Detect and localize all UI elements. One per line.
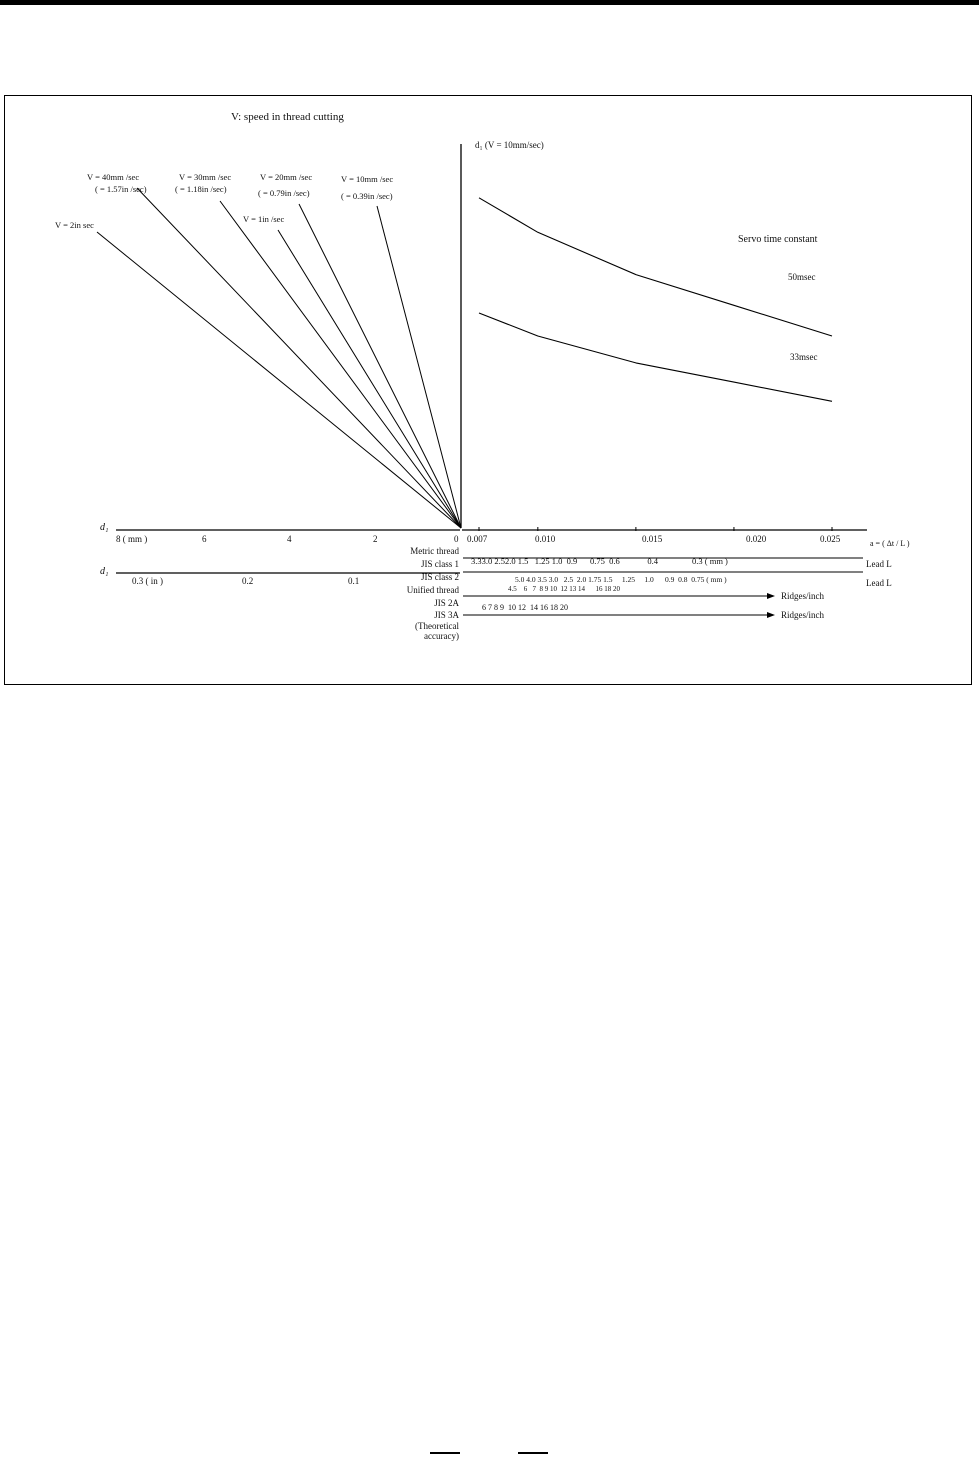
speed-line-5	[377, 206, 461, 528]
servo-curves-group	[479, 198, 832, 401]
jis-3a-unit: Ridges/inch	[781, 610, 824, 620]
speed-line-4	[299, 204, 461, 528]
speed-line-1	[137, 188, 461, 528]
scale-label-jis-class-2: JIS class 2	[421, 572, 459, 582]
speed-lines-group	[55, 172, 461, 528]
scale-label-accuracy: accuracy)	[424, 631, 459, 641]
d1-in-tick-0.1: 0.1	[348, 576, 360, 586]
unified-arrow-icon	[767, 593, 775, 599]
scale-label-metric: Metric thread	[410, 546, 459, 556]
speed-label-4: V = 20mm /sec	[260, 172, 313, 182]
footer-rule-left	[430, 1452, 460, 1454]
speed-sublabel-1: ( = 1.57in /sec)	[95, 184, 147, 194]
speed-label-5: V = 10mm /sec	[341, 174, 394, 184]
speed-label-2: V = 30mm /sec	[179, 172, 232, 182]
servo-curve-33msec	[479, 313, 832, 401]
x-tick-0.015: 0.015	[642, 534, 663, 544]
scale-label-theoretical: (Theoretical	[415, 621, 459, 631]
speed-sublabel-5: ( = 0.39in /sec)	[341, 191, 393, 201]
speed-sublabel-4: ( = 0.79in /sec)	[258, 188, 310, 198]
d1-in-symbol: d₁	[100, 566, 109, 577]
chart-frame	[4, 95, 972, 685]
d1-mm-tick-4: 4	[287, 534, 292, 544]
x-tick-0.025: 0.025	[820, 534, 841, 544]
jis-class-1-values: 3.33.0 2.52.0 1.5 1.25 1.0 0.9 0.75 0.6 0.4 0.3 ( mm )	[471, 556, 728, 566]
servo-curve-50msec	[479, 198, 832, 336]
thread-cutting-chart	[5, 96, 970, 683]
scale-label-unified: Unified thread	[406, 585, 459, 595]
d1-mm-symbol: d₁	[100, 522, 109, 533]
speed-label-1: V = 40mm /sec	[87, 172, 140, 182]
y-axis-label: d₁ (V = 10mm/sec)	[475, 140, 544, 150]
speed-label-0: V = 2in sec	[55, 220, 94, 230]
speed-line-3	[278, 230, 461, 528]
jis-class-2-unit: Lead L	[866, 578, 892, 588]
d1-mm-tick-0: 0	[454, 534, 459, 544]
jis-class-2-values: 5.0 4.0 3.5 3.0 2.5 2.0 1.75 1.5 1.25 1.0 0.9 0.8 0.75 ( mm )	[515, 575, 727, 584]
d1-in-tick-0.2: 0.2	[242, 576, 254, 586]
speed-label-3: V = 1in /sec	[243, 214, 285, 224]
unified-values: 4.5 6 7 8 9 10 12 13 14 16 18 20	[508, 585, 620, 593]
speed-line-2	[220, 201, 461, 528]
series-group-label: Servo time constant	[738, 234, 818, 245]
series-label-50msec: 50msec	[788, 272, 816, 282]
jis-2a-values: 6 7 8 9 10 12 14 16 18 20	[482, 603, 568, 612]
d1-mm-tick-2: 2	[373, 534, 378, 544]
series-label-33msec: 33msec	[790, 352, 818, 362]
d1-mm-tick-6: 6	[202, 534, 207, 544]
scale-label-jis-3a: JIS 3A	[434, 610, 459, 620]
d1-in-tick-0.3: 0.3 ( in )	[132, 576, 163, 586]
x-tick-0.020: 0.020	[746, 534, 767, 544]
jis-class-1-unit: Lead L	[866, 559, 892, 569]
scale-label-jis-class-1: JIS class 1	[421, 559, 459, 569]
scale-label-jis-2a: JIS 2A	[434, 598, 459, 608]
speed-line-0	[97, 232, 461, 528]
top-rule	[0, 0, 979, 5]
footer-rule-right	[518, 1452, 548, 1454]
d1-mm-tick-8: 8 ( mm )	[116, 534, 148, 544]
x-tick-0.007: 0.007	[467, 534, 488, 544]
chart-title: V: speed in thread cutting	[231, 111, 344, 123]
unified-unit: Ridges/inch	[781, 591, 824, 601]
x-axis-label: a = ( Δt / L )	[870, 539, 910, 548]
x-tick-0.010: 0.010	[535, 534, 556, 544]
jis3a-arrow-icon	[767, 612, 775, 618]
speed-sublabel-2: ( = 1.18in /sec)	[175, 184, 227, 194]
